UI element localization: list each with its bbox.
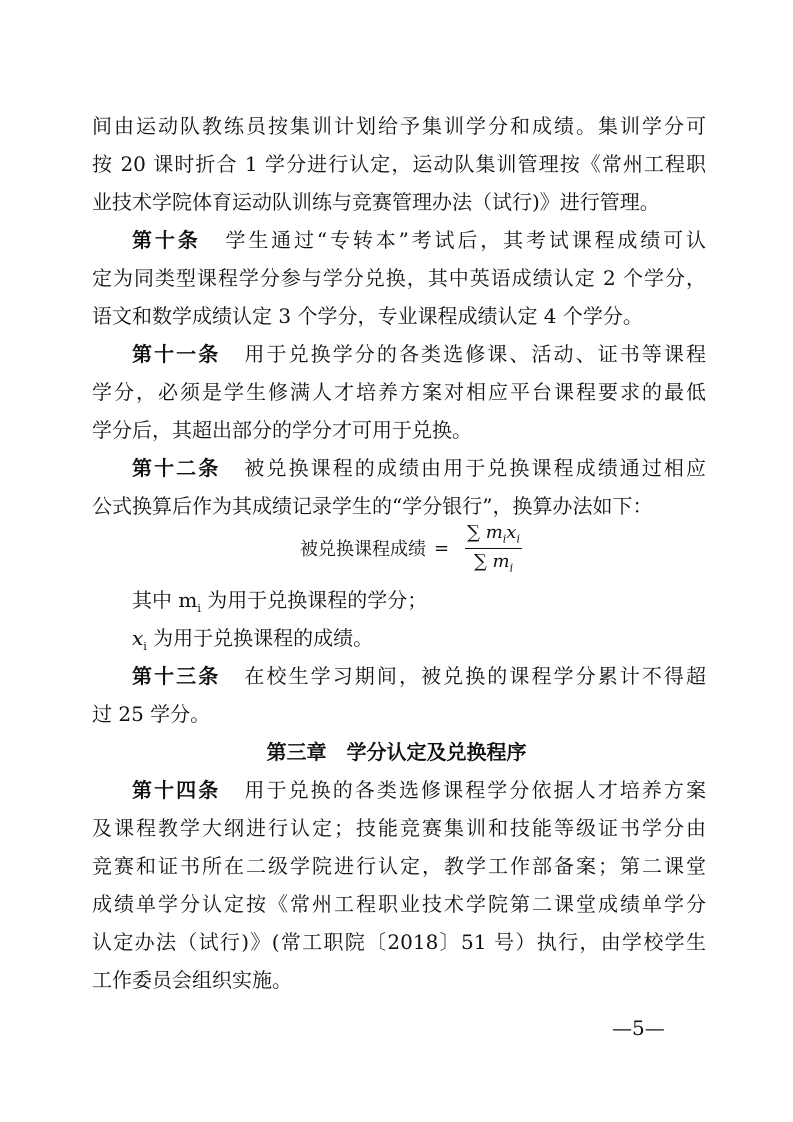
body-line: 公式换算后作为其成绩记录学生的“学分银行”，换算办法如下：: [92, 494, 653, 518]
note-x: $x_i$ 为用于兑换课程的成绩。: [132, 626, 374, 653]
body-line: 过 25 学分。: [92, 702, 211, 726]
article-10-label: 第十条: [132, 228, 201, 252]
article-11-text: 用于兑换学分的各类选修课、活动、证书等课程: [242, 342, 707, 366]
article-12-first-line: [92, 454, 706, 482]
conversion-formula: [300, 518, 522, 578]
body-line: 定为同类型课程学分参与学分兑换，其中英语成绩认定 2 个学分，: [92, 266, 706, 290]
body-line: 学分后，其超出部分的学分才可用于兑换。: [92, 418, 472, 442]
article-11-first-line: [92, 340, 706, 368]
article-14-label: 第十四条: [132, 778, 221, 802]
article-14-text: 用于兑换的各类选修课程学分依据人才培养方案: [242, 778, 707, 802]
chapter-heading: 第三章 学分认定及兑换程序: [266, 740, 527, 764]
body-line: 业技术学院体育运动队训练与竞赛管理办法（试行)》进行管理。: [92, 190, 660, 214]
body-line: 语文和数学成绩认定 3 个学分，专业课程成绩认定 4 个学分。: [92, 304, 643, 328]
article-12-label: 第十二条: [132, 456, 221, 480]
formula-denominator: ∑ $m_i$: [473, 550, 514, 575]
page-number: —5—: [612, 1016, 665, 1040]
body-line: 及课程教学大纲进行认定；技能竞赛集训和技能等级证书学分由: [92, 816, 706, 840]
body-line: 间由运动队教练员按集训计划给予集训学分和成绩。集训学分可: [92, 114, 706, 138]
body-line: 竞赛和证书所在二级学院进行认定，教学工作部备案；第二课堂: [92, 854, 706, 878]
body-line: 成绩单学分认定按《常州工程职业技术学院第二课堂成绩单学分: [92, 892, 706, 916]
article-13-label: 第十三条: [132, 664, 221, 688]
article-12-text: 被兑换课程的成绩由用于兑换课程成绩通过相应: [242, 456, 707, 480]
article-13-first-line: [92, 662, 706, 690]
article-14-first-line: [92, 776, 706, 804]
article-13-text: 在校生学习期间，被兑换的课程学分累计不得超: [242, 664, 707, 688]
formula-equals: =: [434, 537, 450, 559]
note-m: 其中 $m_i$ 为用于兑换课程的学分；: [132, 588, 428, 615]
formula-lhs: 被兑换课程成绩: [300, 539, 426, 560]
body-line: 认定办法（试行)》(常工职院〔2018〕51 号）执行，由学校学生: [92, 930, 706, 954]
body-line: 学分，必须是学生修满人才培养方案对相应平台课程要求的最低: [92, 380, 706, 404]
article-10-first-line: [92, 226, 706, 254]
body-line: 按 20 课时折合 1 学分进行认定，运动队集训管理按《常州工程职: [92, 152, 706, 176]
body-line: 工作委员会组织实施。: [92, 968, 292, 992]
formula-fraction: [465, 522, 522, 574]
article-11-label: 第十一条: [132, 342, 221, 366]
article-10-text: 学生通过“专转本”考试后，其考试课程成绩可认: [222, 228, 707, 252]
formula-numerator: ∑ $m_ix_i$: [465, 522, 522, 549]
